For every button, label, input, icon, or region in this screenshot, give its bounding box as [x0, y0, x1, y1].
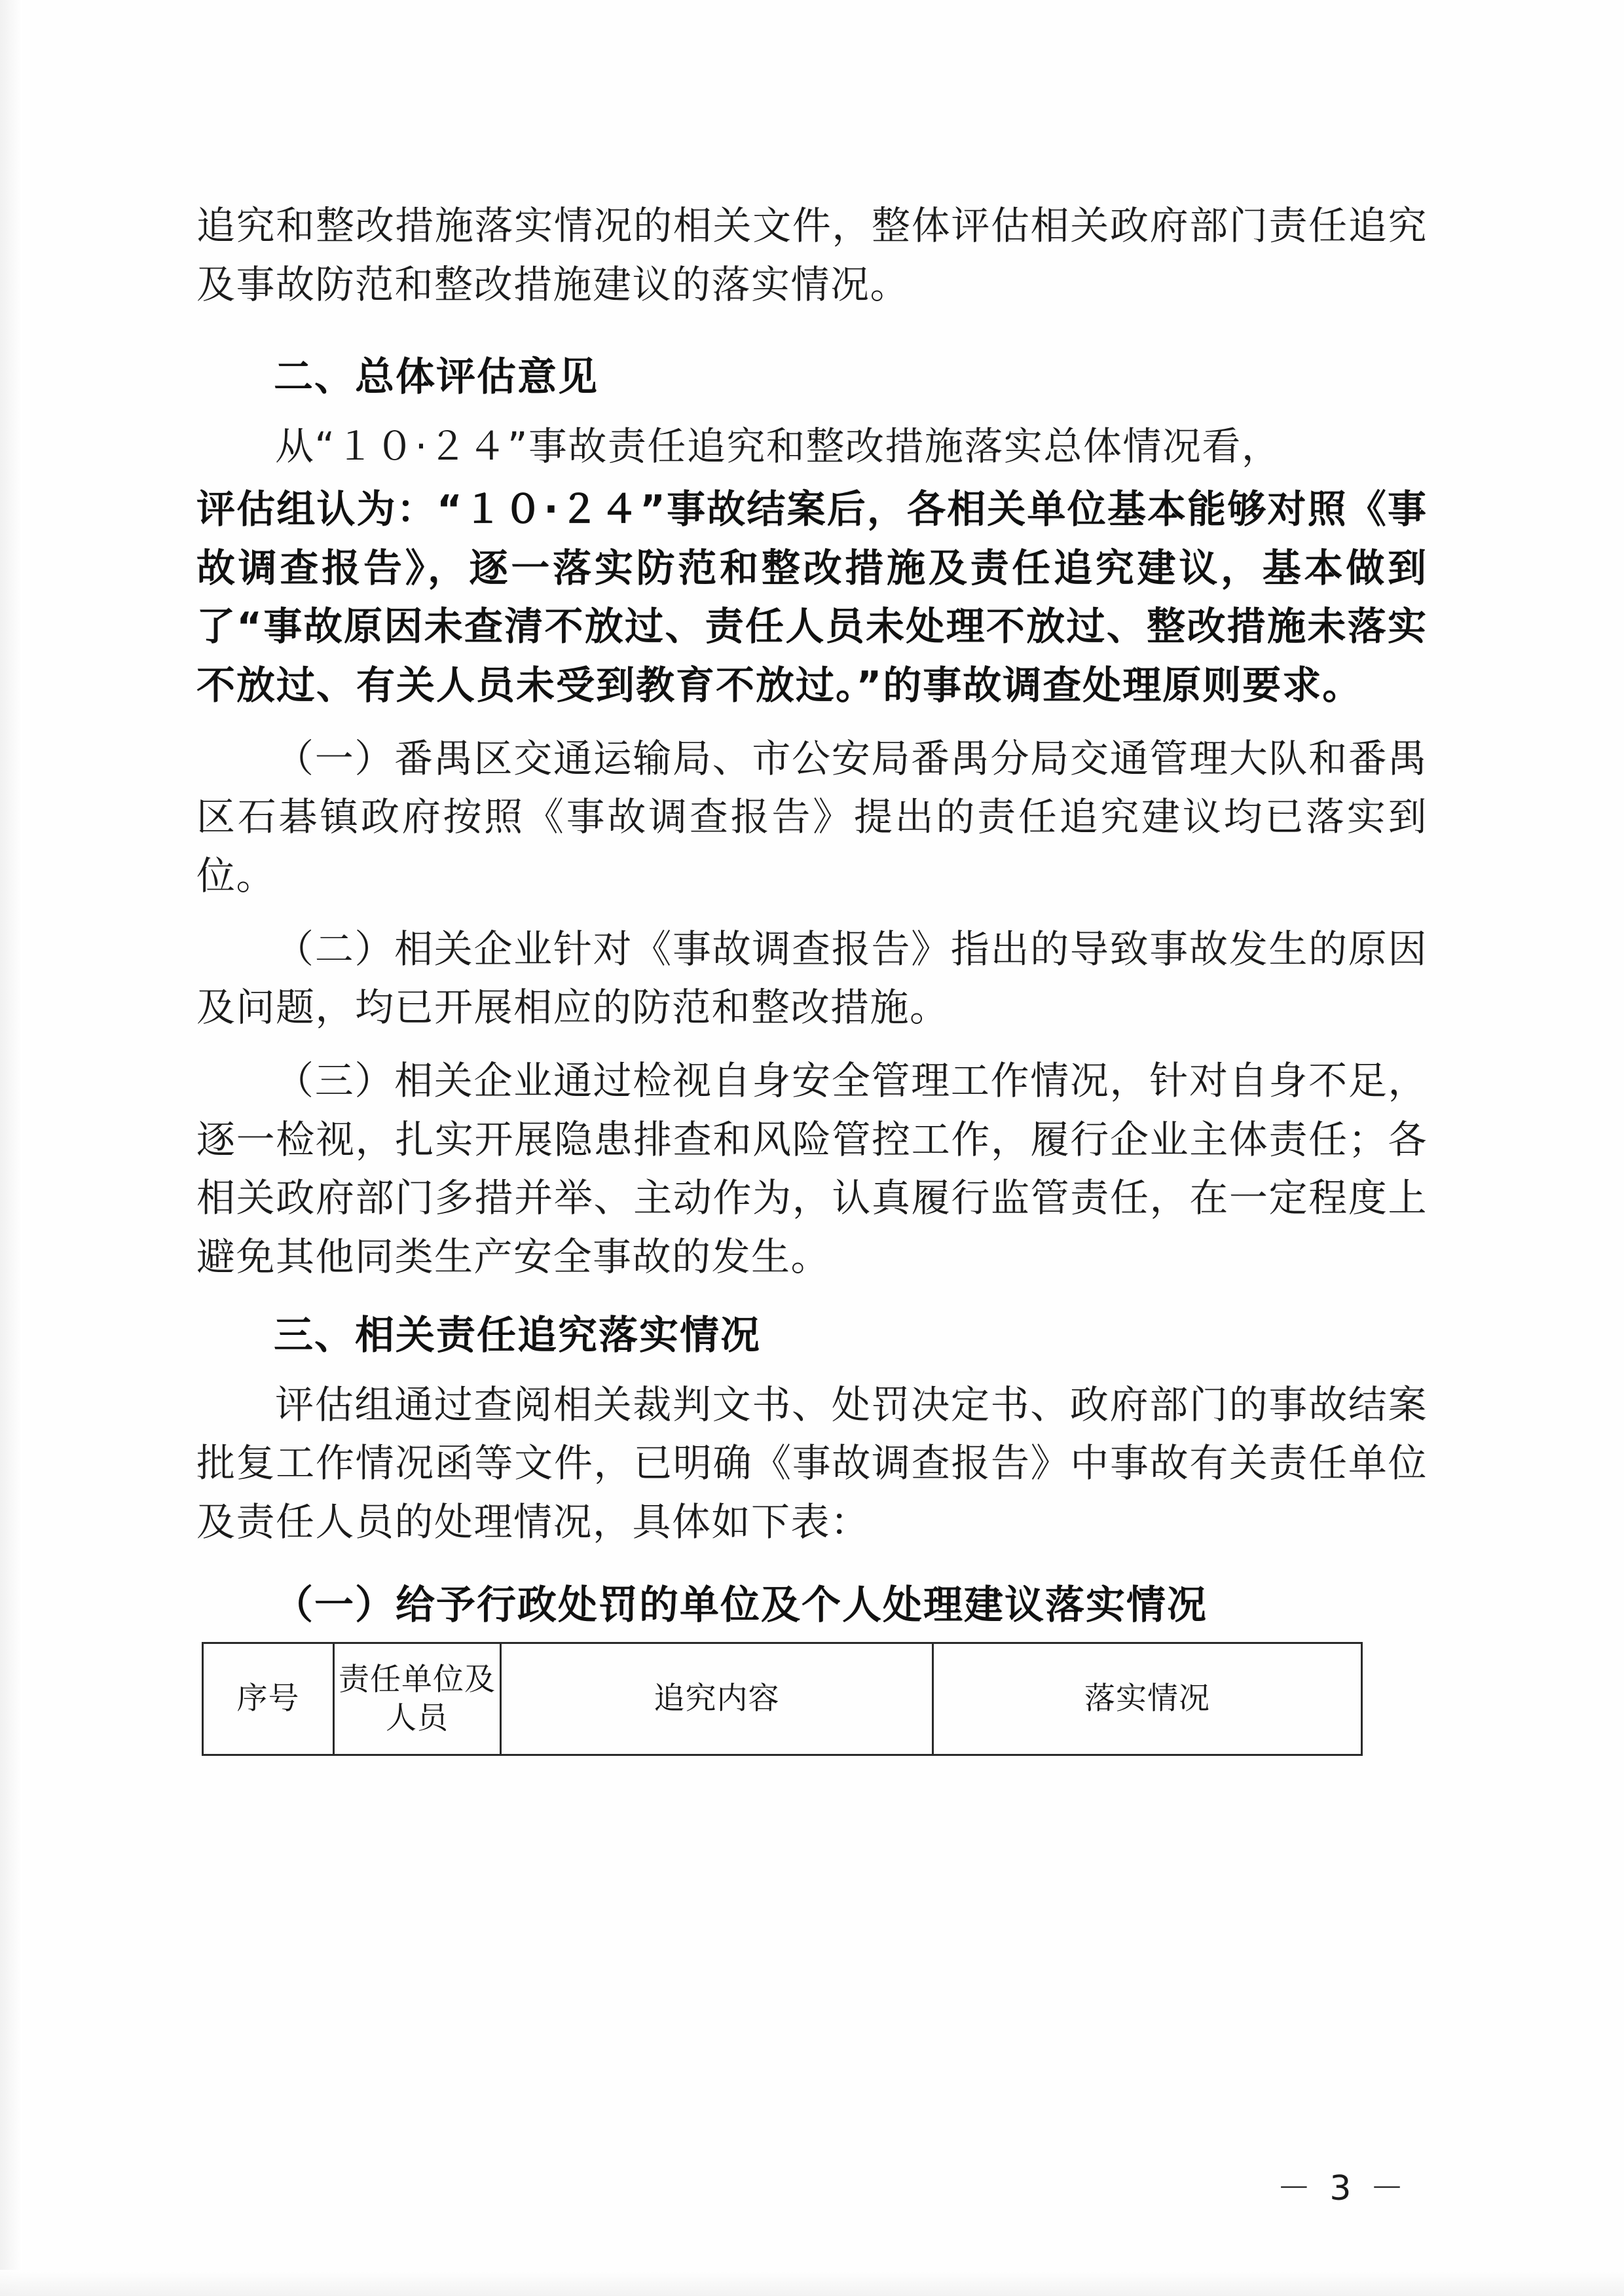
heading-section-two: 二、总体评估意见 — [274, 354, 599, 401]
scan-edge-bottom — [0, 2270, 1624, 2296]
document-body — [196, 196, 1428, 1756]
table-header-status: 落实情况 — [933, 1643, 1362, 1755]
paragraph-continued: 追究和整改措施落实情况的相关文件，整体评估相关政府部门责任追究及事故防范和整改措施建议的落实情况。 — [196, 203, 1428, 307]
table-header-responsible-unit: 责任单位及人员 — [334, 1643, 501, 1755]
admin-penalty-table — [202, 1642, 1363, 1756]
page-number: － 3 － — [1276, 2169, 1408, 2208]
paragraph-overall-intro: 从“１０·２４”事故责任追究和整改措施落实总体情况看， — [275, 424, 1282, 469]
table-header-content: 追究内容 — [501, 1643, 933, 1755]
table-header-row — [203, 1643, 1362, 1755]
paragraph-section-three-body: 评估组通过查阅相关裁判文书、处罚决定书、政府部门的事故结案批复工作情况函等文件，已明确《事故调查报告》中事故有关责任单位及责任人员的处理情况，具体如下表： — [196, 1381, 1428, 1545]
paragraph-item-one: （一）番禺区交通运输局、市公安局番禺分局交通管理大队和番禺区石碁镇政府按照《事故调查报告》提出的责任追究建议均已落实到位。 — [196, 735, 1428, 899]
scan-edge-left — [0, 0, 22, 2296]
heading-section-three: 三、相关责任追究落实情况 — [274, 1312, 761, 1358]
table-header-index: 序号 — [203, 1643, 334, 1755]
paragraph-item-two: （二）相关企业针对《事故调查报告》指出的导致事故发生的原因及问题，均已开展相应的防范和整改措施。 — [196, 926, 1428, 1030]
paragraph-item-three: （三）相关企业通过检视自身安全管理工作情况，针对自身不足，逐一检视，扎实开展隐患排查和风险管控工作，履行企业主体责任；各相关政府部门多措并举、主动作为，认真履行监管责任，在一定程度上避免其他同类生产安全事故的发生。 — [196, 1058, 1428, 1280]
paragraph-overall-conclusion: 评估组认为：“１０·２４”事故结案后，各相关单位基本能够对照《事故调查报告》，逐一落实防范和整改措施及责任追究建议，基本做到了“事故原因未查清不放过、责任人员未处理不放过、整改措施未落实不放过、有关人员未受到教育不放过。”的事故调查处理原则要求。 — [196, 486, 1428, 708]
heading-subsection-one: （一）给予行政处罚的单位及个人处理建议落实情况 — [274, 1582, 1208, 1628]
